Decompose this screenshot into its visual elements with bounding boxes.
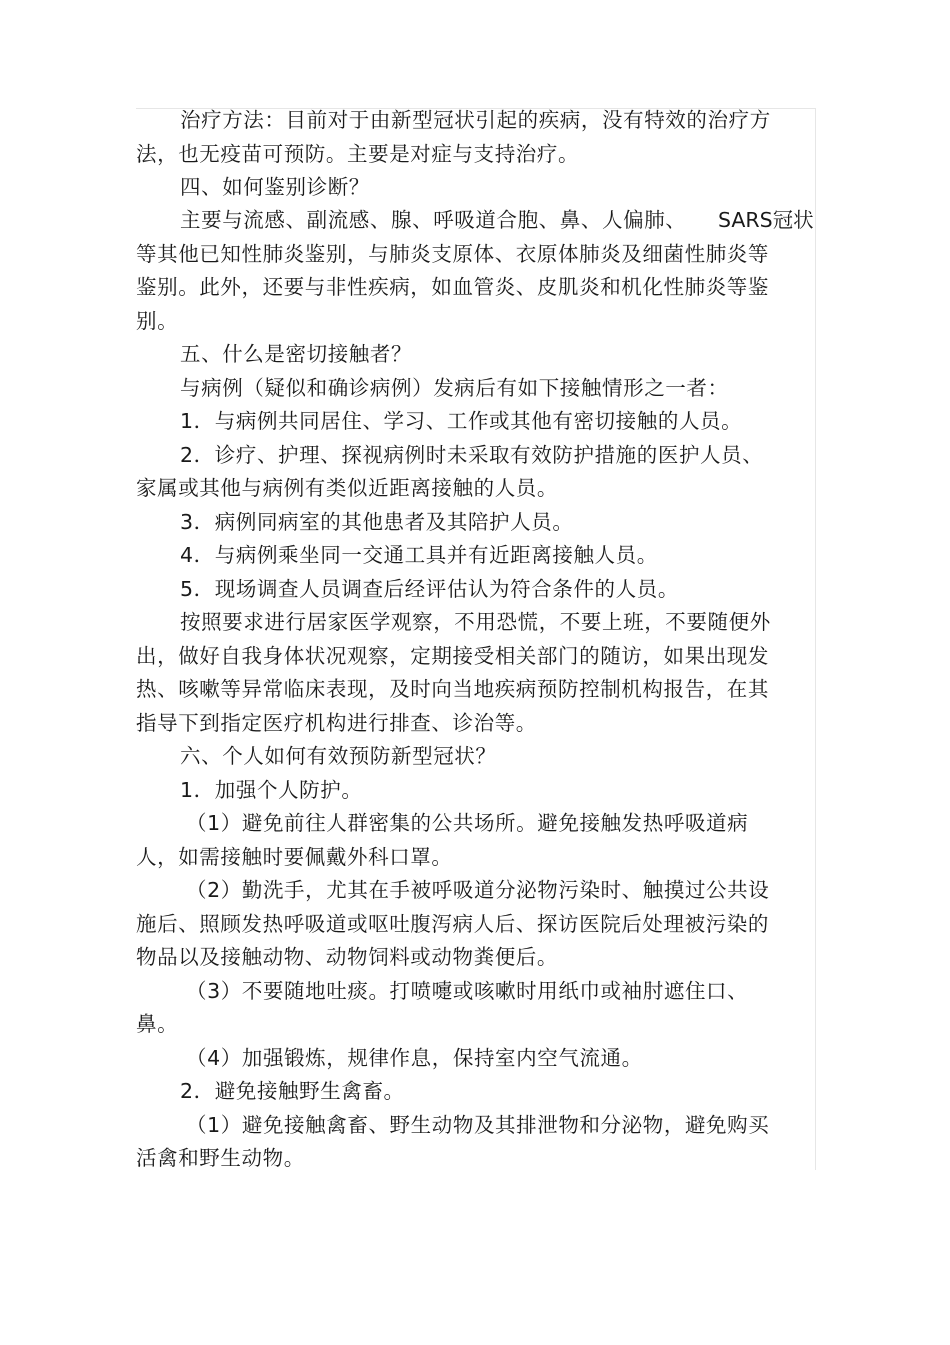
list-item: 2．避免接触野生禽畜。: [180, 1079, 405, 1103]
sub-list-item: （3）不要随地吐痰。打喷嚏或咳嗽时用纸巾或袖肘遮住口、: [186, 979, 749, 1003]
paragraph-line: 热、咳嗽等异常临床表现，及时向当地疾病预防控制机构报告，在其: [136, 677, 769, 701]
sub-list-item-continuation: 施后、照顾发热呼吸道或呕吐腹泻病人后、探访医院后处理被污染的: [136, 912, 769, 936]
sub-list-item: （1）避免接触禽畜、野生动物及其排泄物和分泌物，避免购买: [186, 1113, 770, 1137]
section-heading: 四、如何鉴别诊断？: [180, 175, 370, 199]
section-heading: 六、个人如何有效预防新型冠状？: [180, 744, 497, 768]
paragraph-line-tail: SARS冠状: [718, 208, 814, 232]
paragraph-line: 治疗方法：目前对于由新型冠状引起的疾病，没有特效的治疗方: [180, 108, 771, 132]
sub-list-item: （1）避免前往人群密集的公共场所。避免接触发热呼吸道病: [186, 811, 749, 835]
sub-list-item-continuation: 活禽和野生动物。: [136, 1146, 305, 1170]
paragraph-line: 等其他已知性肺炎鉴别，与肺炎支原体、衣原体肺炎及细菌性肺炎等: [136, 242, 769, 266]
list-item-continuation: 家属或其他与病例有类似近距离接触的人员。: [136, 476, 558, 500]
paragraph-line: 与病例（疑似和确诊病例）发病后有如下接触情形之一者：: [180, 376, 729, 400]
paragraph-line: 别。: [136, 309, 179, 333]
paragraph-line: 出，做好自我身体状况观察，定期接受相关部门的随访，如果出现发: [136, 644, 769, 668]
sub-list-item-continuation: 物品以及接触动物、动物饲料或动物粪便后。: [136, 945, 558, 969]
list-item: 2．诊疗、护理、探视病例时未采取有效防护措施的医护人员、: [180, 443, 764, 467]
list-item: 4．与病例乘坐同一交通工具并有近距离接触人员。: [180, 543, 658, 567]
list-item: 1．加强个人防护。: [180, 778, 363, 802]
list-item: 3．病例同病室的其他患者及其陪护人员。: [180, 510, 574, 534]
list-item: 1．与病例共同居住、学习、工作或其他有密切接触的人员。: [180, 409, 743, 433]
sub-list-item: （4）加强锻炼，规律作息，保持室内空气流通。: [186, 1046, 643, 1070]
paragraph-line: 主要与流感、副流感、腺、呼吸道合胞、鼻、人偏肺、: [180, 208, 687, 232]
page-right-rule: [815, 108, 816, 1170]
sub-list-item-continuation: 人，如需接触时要佩戴外科口罩。: [136, 845, 453, 869]
section-heading: 五、什么是密切接触者？: [180, 342, 413, 366]
paragraph-line: 按照要求进行居家医学观察，不用恐慌，不要上班，不要随便外: [180, 610, 771, 634]
sub-list-item: （2）勤洗手，尤其在手被呼吸道分泌物污染时、触摸过公共设: [186, 878, 770, 902]
paragraph-line: 鉴别。此外，还要与非性疾病，如血管炎、皮肌炎和机化性肺炎等鉴: [136, 275, 769, 299]
sub-list-item-continuation: 鼻。: [136, 1012, 179, 1036]
paragraph-line: 法，也无疫苗可预防。主要是对症与支持治疗。: [136, 142, 580, 166]
list-item: 5．现场调查人员调查后经评估认为符合条件的人员。: [180, 577, 679, 601]
paragraph-line: 指导下到指定医疗机构进行排查、诊治等。: [136, 711, 537, 735]
